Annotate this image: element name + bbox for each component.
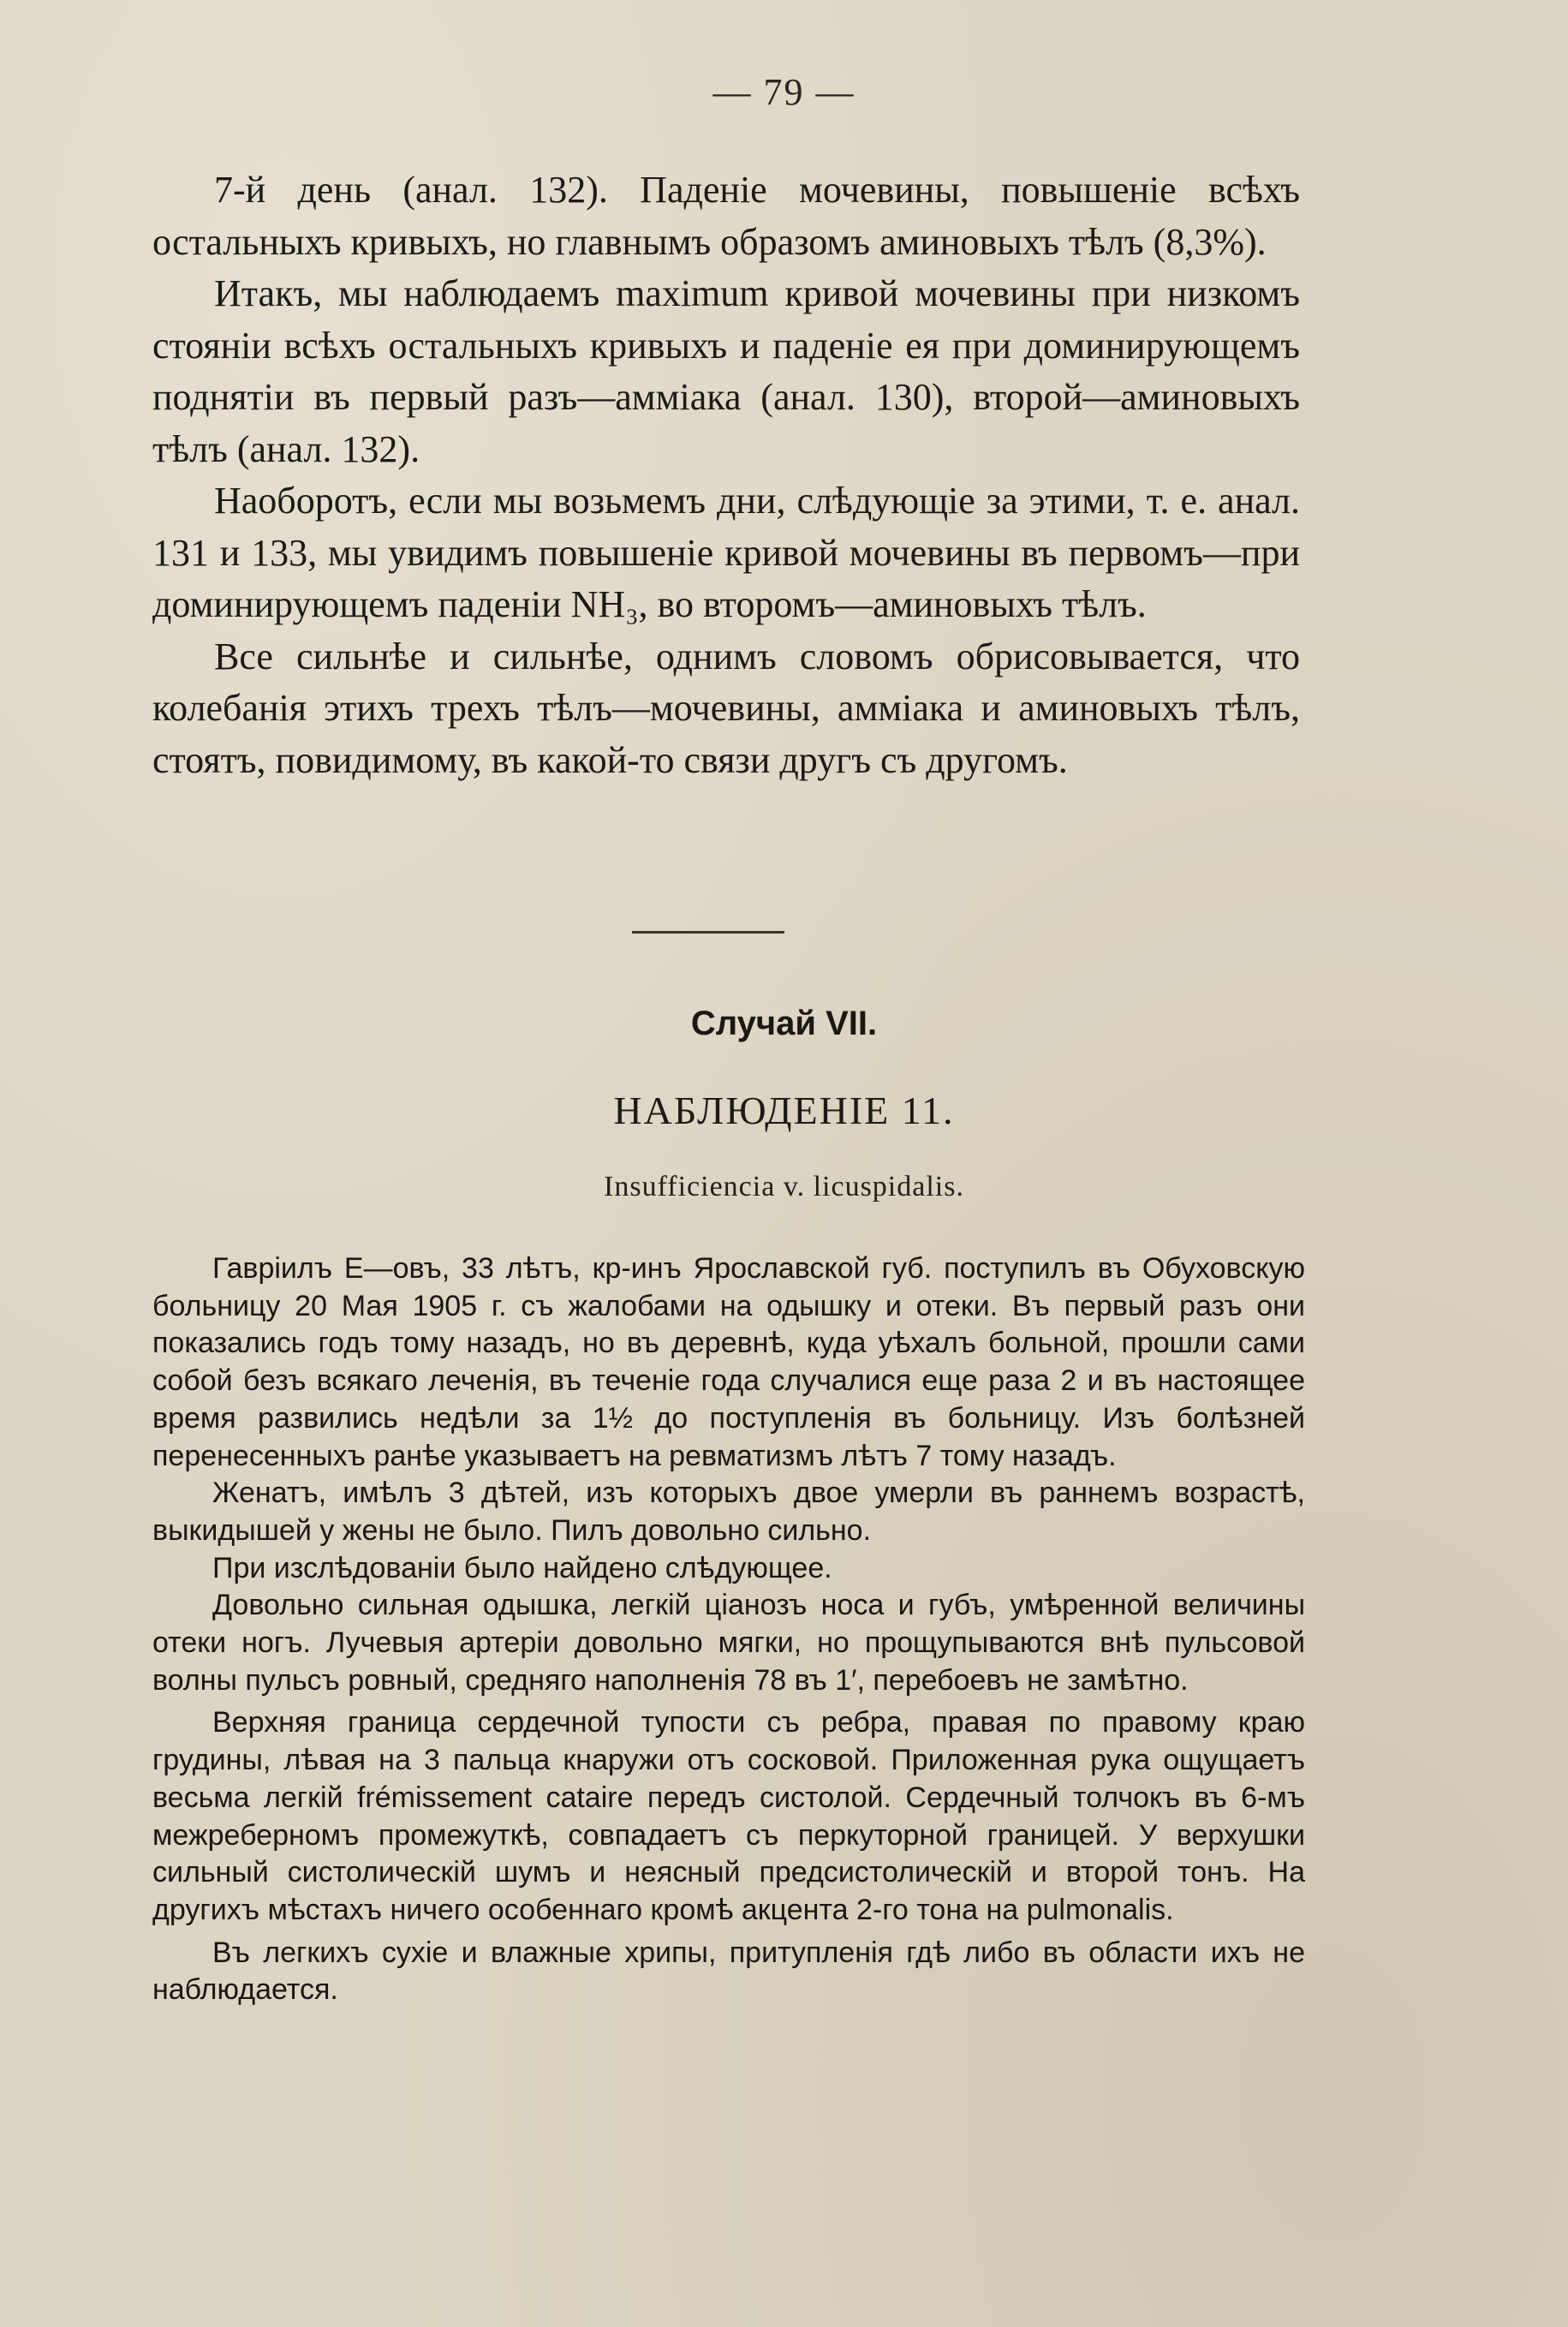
paragraph: Наоборотъ, если мы возьмемъ дни, слѣдующіе за этими, т. е. анал. 131 и 133, мы увидимъ повышеніе кривой мочевины въ первомъ—при доминирующемъ паденіи NH₃, во второмъ—аминовыхъ тѣлъ. xyxy=(152,480,1300,625)
case-history-text-block xyxy=(152,1250,1305,2014)
diagnosis-subtitle: Insufficiencia v. licuspidalis. xyxy=(604,1171,964,1202)
paragraph: Въ легкихъ сухіе и влажные хрипы, притупленія гдѣ либо въ области ихъ не наблюдается. xyxy=(152,1936,1305,2007)
paragraph: Итакъ, мы наблюдаемъ maximum кривой мочевины при низкомъ стояніи всѣхъ остальныхъ кривыхъ и паденіе ея при доминирующемъ поднятіи въ первый разъ—амміака (анал. 130), второй—аминовыхъ тѣлъ (анал. 132). xyxy=(152,272,1300,470)
upper-text-block xyxy=(152,164,1300,786)
section-divider xyxy=(632,931,784,934)
paragraph: При изслѣдованіи было найдено слѣдующее. xyxy=(212,1551,832,1584)
paragraph: Довольно сильная одышка, легкій ціанозъ носа и губъ, умѣренной величины отеки ногъ. Лучевыя артеріи довольно мягки, но прощупываются внѣ пульсовой волны пульсъ ровный, средняго наполненія 78 въ 1′, перебоевъ не замѣтно. xyxy=(152,1589,1305,1697)
paragraph: Женатъ, имѣлъ 3 дѣтей, изъ которыхъ двое умерли въ раннемъ возрастѣ, выкидышей у жены не было. Пилъ довольно сильно. xyxy=(152,1477,1305,1547)
case-heading: Случай VII. xyxy=(690,1005,878,1042)
paragraph: Все сильнѣе и сильнѣе, однимъ словомъ обрисовывается, что колебанія этихъ трехъ тѣлъ—мочевины, амміака и аминовыхъ тѣлъ, стоятъ, повидимому, въ какой-то связи другъ съ другомъ. xyxy=(152,635,1300,781)
paragraph: Верхняя граница сердечной тупости съ ребра, правая по правому краю грудины, лѣвая на 3 пальца кнаружи отъ сосковой. Приложенная рука ощущаетъ весьма легкій frémissement cataire передъ систолой. Сердечный толчокъ въ 6-мъ межреберномъ промежуткѣ, совпадаетъ съ перкуторной границей. У верхушки сильный систолическій шумъ и неясный предсистолическій и второй тонъ. На другихъ мѣстахъ ничего особеннаго кромѣ акцента 2-го тона на pulmonalis. xyxy=(152,1706,1305,1926)
page-number: — 79 — xyxy=(712,71,856,113)
paragraph: 7-й день (анал. 132). Паденіе мочевины, повышеніе всѣхъ остальныхъ кривыхъ, но главнымъ образомъ аминовыхъ тѣлъ (8,3%). xyxy=(152,169,1300,263)
observation-heading: НАБЛЮДЕНІЕ 11. xyxy=(613,1089,955,1132)
paragraph: Гавріилъ Е—овъ, 33 лѣтъ, кр-инъ Ярославской губ. поступилъ въ Обуховскую больницу 20 Мая 1905 г. съ жалобами на одышку и отеки. Въ первый разъ они показались годъ тому назадъ, но въ деревнѣ, куда уѣхалъ больной, прошли сами собой безъ всякаго леченія, въ теченіе года случалися еще раза 2 и въ настоящее время развились недѣли за 1½ до поступленія въ больницу. Изъ болѣзней перенесенныхъ ранѣе указываетъ на ревматизмъ лѣтъ 7 тому назадъ. xyxy=(152,1252,1305,1472)
